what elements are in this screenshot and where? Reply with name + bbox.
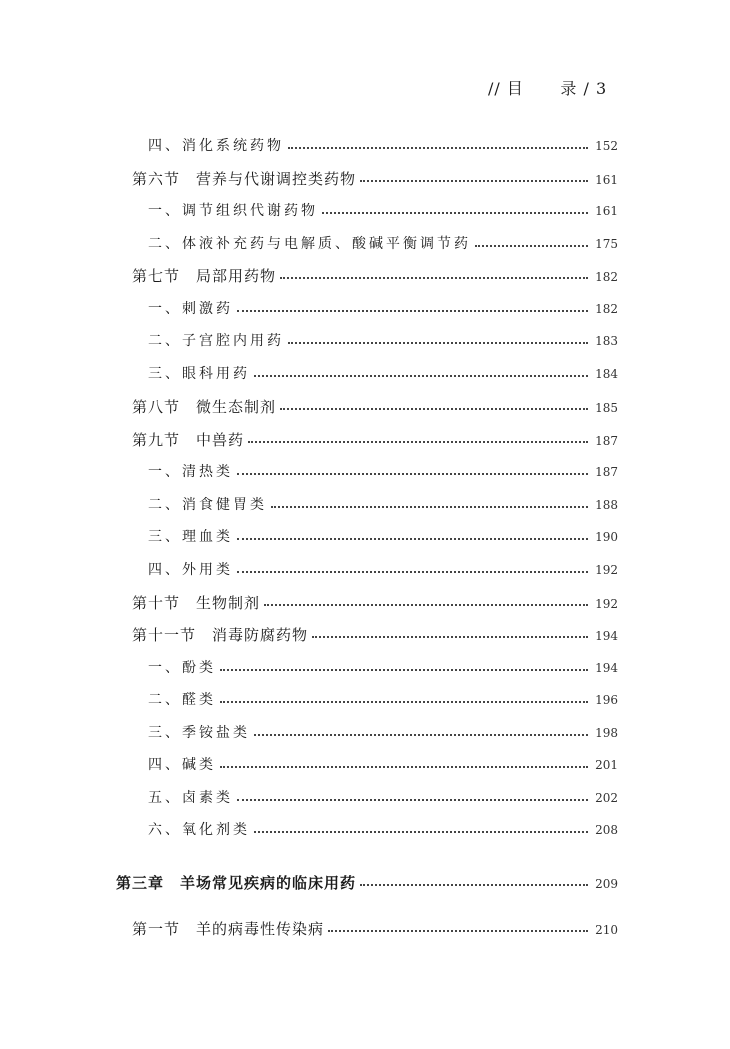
toc-item-row	[148, 494, 618, 516]
toc-page-number: 201	[595, 758, 618, 772]
toc-entry-title: 三、季铵盐类	[148, 725, 250, 741]
toc-page-number: 187	[595, 434, 618, 448]
toc-entry-title: 四、消化系统药物	[148, 138, 284, 154]
running-header	[488, 76, 607, 99]
dot-leader	[360, 884, 588, 886]
dot-leader	[237, 310, 588, 312]
toc-page-number: 182	[595, 302, 618, 316]
toc-entry-title: 二、消食健胃类	[148, 497, 267, 513]
dot-leader	[288, 147, 588, 149]
toc-entry-title: 三、眼科用药	[148, 366, 250, 382]
toc-entry-title: 第一节 羊的病毒性传染病	[132, 920, 325, 938]
toc-entry-title: 三、理血类	[148, 529, 233, 545]
dot-leader	[220, 669, 588, 671]
dot-leader	[288, 342, 588, 344]
toc-item-row	[148, 689, 618, 711]
toc-item-row	[148, 233, 618, 255]
toc-entry-title: 六、氧化剂类	[148, 822, 250, 838]
toc-entry-title: 二、体液补充药与电解质、酸碱平衡调节药	[148, 236, 471, 252]
toc-entry-title: 二、醛类	[148, 692, 216, 708]
toc-page-number: 161	[595, 204, 618, 218]
toc-chapter-row	[116, 872, 618, 894]
toc-entry-title: 一、酚类	[148, 660, 216, 676]
toc-item-row	[148, 657, 618, 679]
dot-leader	[475, 245, 588, 247]
toc-page-number: 182	[595, 270, 618, 284]
toc-entry-title: 第十一节 消毒防腐药物	[132, 626, 309, 644]
toc-page-number: 185	[595, 401, 618, 415]
dot-leader	[237, 538, 588, 540]
toc-item-row	[148, 754, 618, 776]
toc-item-row	[148, 200, 618, 222]
toc-page-number: 208	[595, 823, 618, 837]
dot-leader	[360, 180, 588, 182]
toc-item-row	[148, 722, 618, 744]
toc-page-number: 192	[595, 597, 618, 611]
toc-item-row	[148, 787, 618, 809]
dot-leader	[264, 604, 588, 606]
toc-page-number: 175	[595, 237, 618, 251]
dot-leader	[312, 636, 588, 638]
dot-leader	[248, 441, 588, 443]
toc-page-number: 196	[595, 693, 618, 707]
toc-page-number: 183	[595, 334, 618, 348]
dot-leader	[328, 930, 588, 932]
toc-entry-title: 第八节 微生态制剂	[132, 398, 277, 416]
toc-page-number: 210	[595, 923, 618, 937]
toc-entry-title: 第三章 羊场常见疾病的临床用药	[116, 874, 357, 892]
toc-page-number: 194	[595, 661, 618, 675]
toc-entry-title: 四、外用类	[148, 562, 233, 578]
toc-entry-title: 四、碱类	[148, 757, 216, 773]
toc-item-row	[148, 135, 618, 157]
dot-leader	[237, 799, 588, 801]
toc-item-row	[148, 526, 618, 548]
toc-page-number: 187	[595, 465, 618, 479]
header-right: 录 / 3	[560, 79, 608, 98]
toc-entry-title: 一、刺激药	[148, 301, 233, 317]
toc-item-row	[148, 819, 618, 841]
toc-entry-title: 第九节 中兽药	[132, 431, 245, 449]
toc-page-number: 209	[595, 877, 618, 891]
toc-section-row	[132, 265, 618, 287]
toc-page-number: 198	[595, 726, 618, 740]
toc-page-number: 161	[595, 173, 618, 187]
toc-entry-title: 二、子宫腔内用药	[148, 333, 284, 349]
toc-item-row	[148, 330, 618, 352]
header-left: // 目	[488, 79, 524, 98]
dot-leader	[254, 734, 588, 736]
toc-page-number: 184	[595, 367, 618, 381]
dot-leader	[237, 473, 588, 475]
toc-entry-title: 一、调节组织代谢药物	[148, 203, 318, 219]
dot-leader	[280, 277, 588, 279]
toc-item-row	[148, 363, 618, 385]
toc-section-row	[132, 592, 618, 614]
toc-item-row	[148, 559, 618, 581]
dot-leader	[280, 408, 588, 410]
toc-item-row	[148, 461, 618, 483]
toc-entry-title: 一、清热类	[148, 464, 233, 480]
toc-page-number: 190	[595, 530, 618, 544]
toc-page-number: 152	[595, 139, 618, 153]
toc-section-row	[132, 624, 618, 646]
toc-section-row	[132, 396, 618, 418]
toc-entry-title: 五、卤素类	[148, 790, 233, 806]
dot-leader	[220, 701, 588, 703]
dot-leader	[220, 766, 588, 768]
toc-page-number: 202	[595, 791, 618, 805]
toc-page-number: 188	[595, 498, 618, 512]
toc-entry-title: 第六节 营养与代谢调控类药物	[132, 170, 357, 188]
toc-section-row	[132, 429, 618, 451]
toc-item-row	[148, 298, 618, 320]
dot-leader	[322, 212, 588, 214]
dot-leader	[237, 571, 588, 573]
dot-leader	[254, 375, 588, 377]
toc-section-row	[132, 168, 618, 190]
toc-page-number: 192	[595, 563, 618, 577]
dot-leader	[271, 506, 588, 508]
toc-entry-title: 第七节 局部用药物	[132, 267, 277, 285]
toc-page-number: 194	[595, 629, 618, 643]
toc-entry-title: 第十节 生物制剂	[132, 594, 261, 612]
toc-section-row	[132, 918, 618, 940]
dot-leader	[254, 831, 588, 833]
